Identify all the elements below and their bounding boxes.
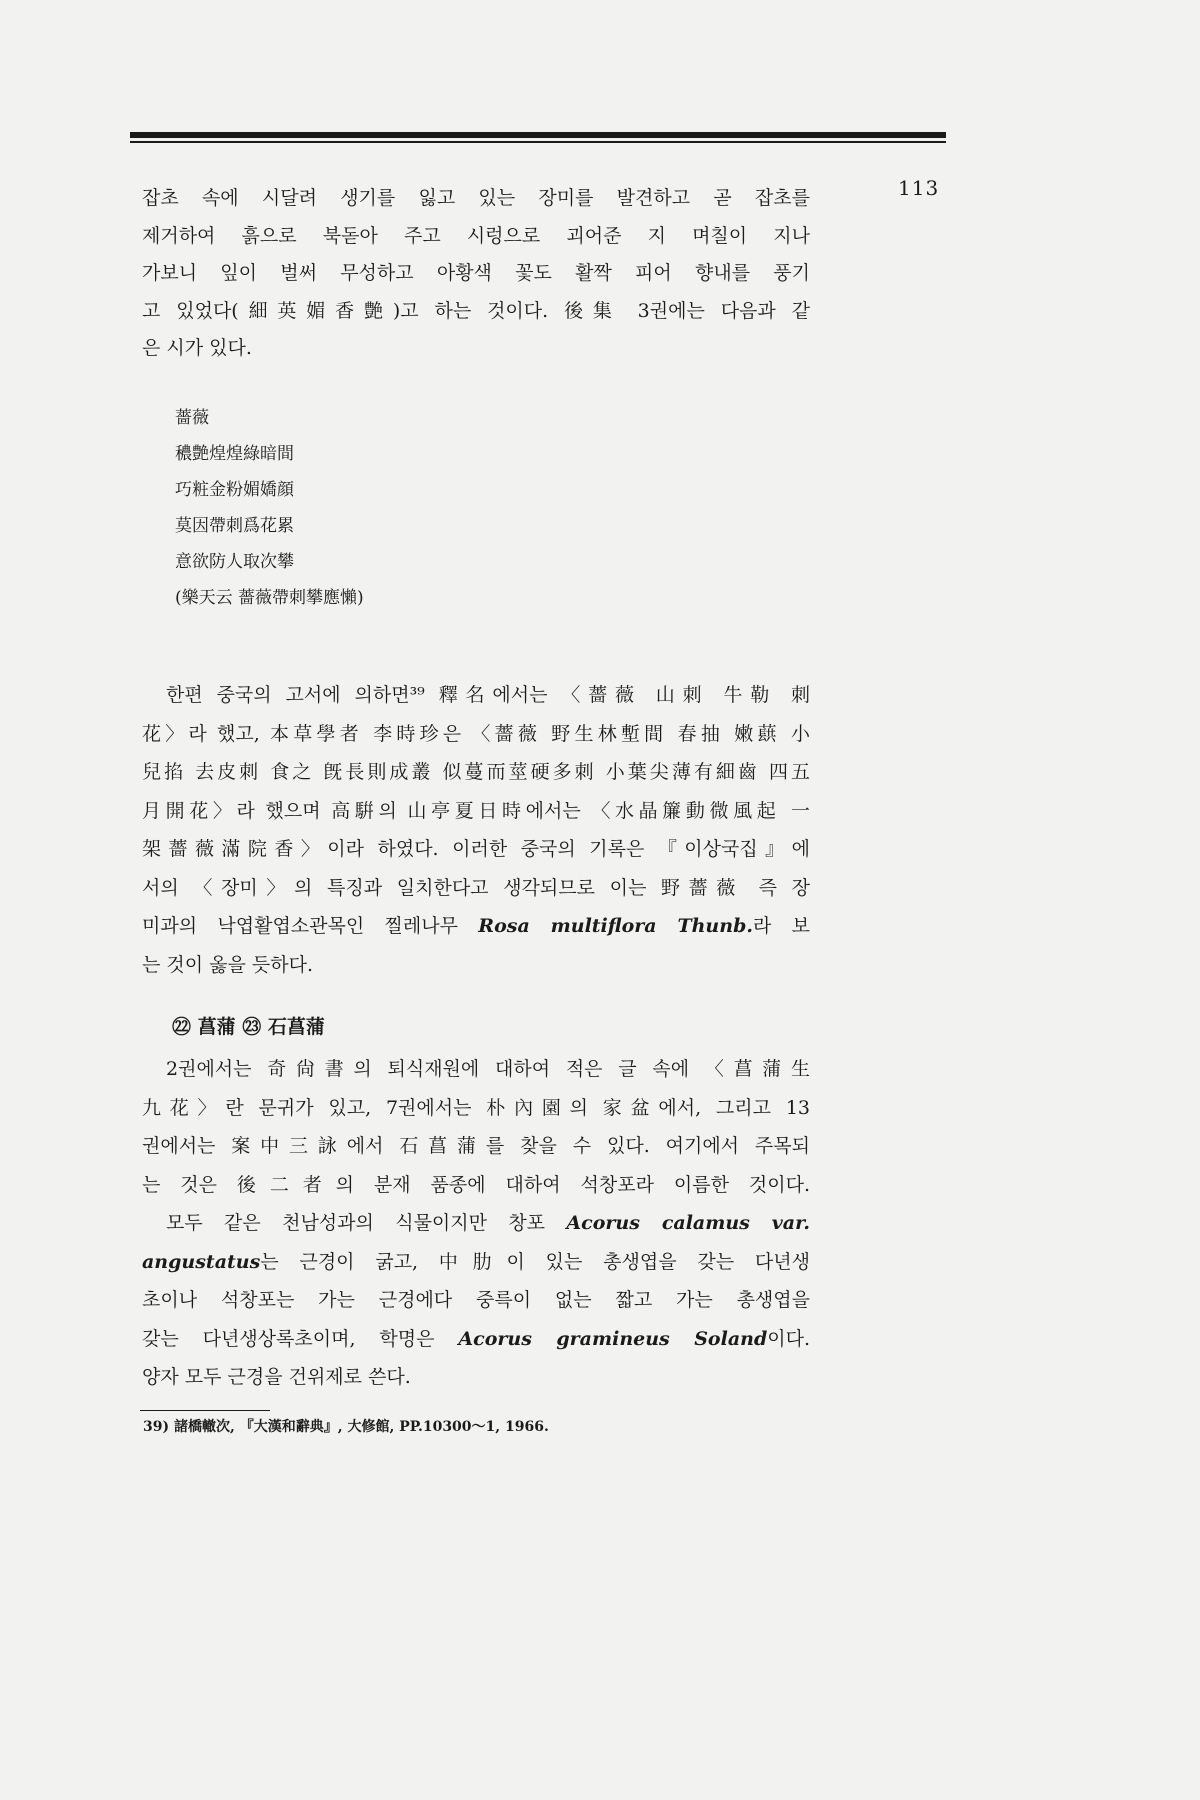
footnote: 39) 諸橋轍次, 『大漢和辭典』, 大修館, PP.10300〜1, 1966. [143, 1419, 549, 1435]
line-text: 兒掐 去皮刺 食之 旣長則成叢 似蔓而莖硬多刺 小葉尖薄有細齒 四五 [142, 761, 810, 783]
poem-note: (樂天云 薔薇帶刺攀應懶) [175, 588, 364, 608]
text-line: 제거하여 흙으로 북돋아 주고 시렁으로 괴어준 지 며칠이 지나 [142, 224, 810, 247]
line-text: 라 보 [752, 915, 810, 937]
paragraph-2 [142, 676, 810, 984]
text-line: 은 시가 있다. [142, 337, 252, 360]
line-text: 이다. [767, 1327, 810, 1350]
line-text: 花〉라 했고, 本草學者 李時珍은 〈薔薇 野生林塹間 春抽 嫩蕻 小 [142, 722, 810, 745]
scientific-name: Acorus calamus var. [566, 1212, 810, 1234]
poem-block [175, 400, 364, 616]
scientific-name: angustatus [142, 1250, 261, 1273]
line-text: 모두 같은 천남성과의 식물이지만 창포 [166, 1212, 567, 1234]
poem-line: 巧粧金粉媚嬌顔 [175, 480, 294, 500]
line-text: 갖는 다년생상록초이며, 학명은 [142, 1327, 459, 1350]
line-text: 미과의 낙엽활엽소관목인 찔레나무 [142, 915, 458, 937]
line-text: 서의 〈장미〉의 특징과 일치한다고 생각되므로 이는 野薔薇 즉 장 [142, 876, 810, 899]
text-line [142, 715, 810, 754]
line-text: 月開花〉라 했으며 高騈의 山亭夏日時에서는 〈水晶簾動微風起 一 [142, 799, 810, 822]
text-line [142, 946, 810, 985]
poem-line: 穠艶煌煌綠暗間 [175, 444, 294, 464]
line-text: 架薔薇滿院香〉이라 하였다. 이러한 중국의 기록은 『이상국집』에 [142, 838, 810, 860]
line-text: 초이나 석창포는 가는 근경에다 중륵이 없는 짧고 가는 총생엽을 [142, 1289, 810, 1311]
paragraph-1 [142, 180, 810, 368]
line-text: 양자 모두 근경을 건위제로 쓴다. [142, 1366, 411, 1388]
line-text: 는 것은 後二者의 분재 품종에 대하여 석창포라 이름한 것이다. [142, 1173, 810, 1196]
text-line [142, 1127, 810, 1166]
scientific-name: Rosa multiflora Thunb. [478, 915, 753, 937]
text-line [142, 830, 810, 869]
line-text: 는 근경이 굵고, 中肋이 있는 총생엽을 갖는 다년생 [260, 1250, 810, 1273]
text-line [142, 1204, 810, 1243]
text-line [142, 792, 810, 831]
header-rule-thin [130, 141, 946, 143]
text-line [142, 1166, 810, 1205]
text-line [142, 1281, 810, 1320]
scientific-name: Acorus gramineus Soland [458, 1327, 768, 1350]
poem-line: 莫因帶刺爲花累 [175, 516, 294, 536]
footnote-rule [140, 1410, 270, 1411]
text-line: 가보니 잎이 벌써 무성하고 아황색 꽃도 활짝 피어 향내를 풍기 [142, 262, 810, 285]
text-line [142, 1050, 810, 1089]
text-line [142, 907, 810, 946]
text-line [142, 1243, 810, 1282]
text-line: 잡초 속에 시달려 생기를 잃고 있는 장미를 발견하고 곧 잡초를 [142, 187, 810, 209]
line-text: 권에서는 案中三詠에서 石菖蒲를 찾을 수 있다. 여기에서 주목되 [142, 1135, 810, 1157]
section-heading: ㉒ 菖蒲 ㉓ 石菖蒲 [172, 1016, 325, 1038]
page-number: 113 [898, 176, 940, 200]
paragraph-3 [142, 1050, 810, 1397]
text-line: 고 있었다(細英媚香艶)고 하는 것이다. 後集 3권에는 다음과 같 [142, 299, 810, 322]
text-line [142, 869, 810, 908]
line-text: 2권에서는 奇尙書의 퇴식재원에 대하여 적은 글 속에 〈菖蒲生 [166, 1058, 810, 1080]
line-text: 는 것이 옳을 듯하다. [142, 953, 313, 976]
text-line [142, 1358, 810, 1397]
text-line [142, 1089, 810, 1128]
line-text: 한편 중국의 고서에 의하면³⁹ 釋名에서는 〈薔薇 山刺 牛勒 刺 [166, 684, 810, 706]
text-line [142, 1320, 810, 1359]
line-text: 九花〉란 문귀가 있고, 7권에서는 朴內園의 家盆에서, 그리고 13 [142, 1096, 810, 1119]
text-line [142, 676, 810, 715]
poem-title: 薔薇 [175, 408, 209, 428]
header-rule-thick [130, 132, 946, 138]
text-line [142, 753, 810, 792]
poem-line: 意欲防人取次攀 [175, 552, 294, 572]
